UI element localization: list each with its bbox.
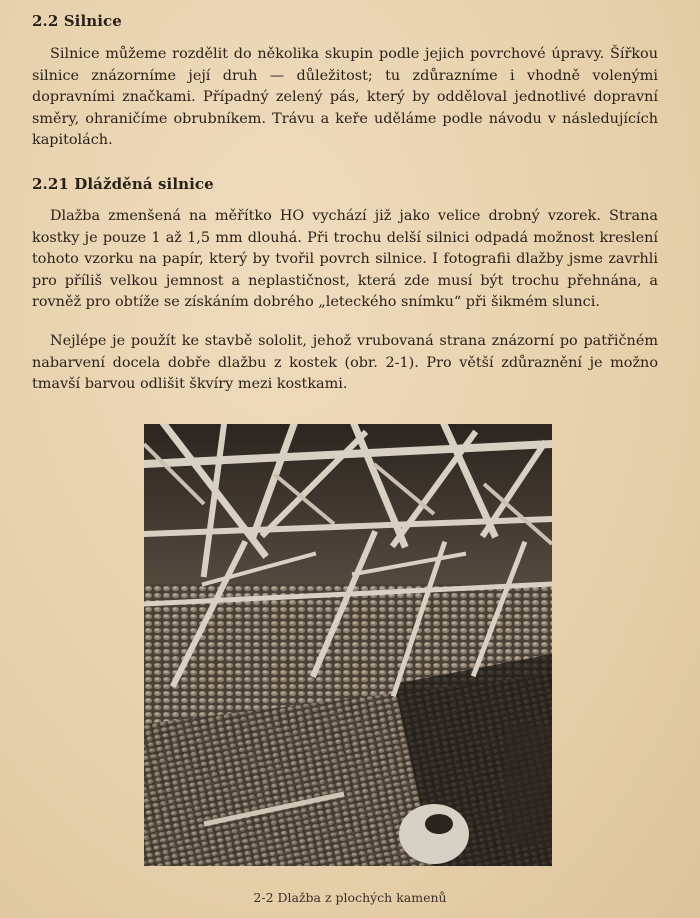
- subsection-heading: 2.21 Dlážděná silnice: [32, 175, 214, 193]
- subsection-paragraph-2: Nejlépe je použít ke stavbě sololit, jehož vrubovaná strana znázorní po patřičném nabarvení docela dobře dlažbu z kostek (obr. 2-1). Pro větší zdůraznění je možno tmavší barvou odlišit škvíry mezi kostkami.: [32, 333, 658, 392]
- subsection-paragraph-1: Dlažba zmenšená na měřítko HO vychází již jako velice drobný vzorek. Strana kostky je pouze 1 až 1,5 mm dlouhá. Při trochu delší silnici odpadá možnost kreslení tohoto vzorku na papír, který by tvořil povrch silnice. I fotografii dlažby jsme zavrhli pro příliš velkou jemnost a neplastičnost, která zde musí být trochu přehnána, a rovněž pro obtíže se získáním dobrého „leteckého snímku“ při šikmém slunci.: [32, 208, 658, 310]
- section-paragraph: Silnice můžeme rozdělit do několika skupin podle jejich povrchové úpravy. Šířkou silnice znázorníme její druh — důležitost; tu zdůrazníme i vhodně volenými dopravními značkami. Případný zelený pás, který by odděloval jednotlivé dopravní směry, ohraničíme obrubníkem. Trávu a keře uděláme podle návodu v následujících kapitolách.: [32, 46, 658, 148]
- section-heading: 2.2 Silnice: [32, 12, 122, 30]
- figure-photo: [144, 424, 552, 866]
- figure-caption: 2-2 Dlažba z plochých kamenů: [253, 890, 447, 905]
